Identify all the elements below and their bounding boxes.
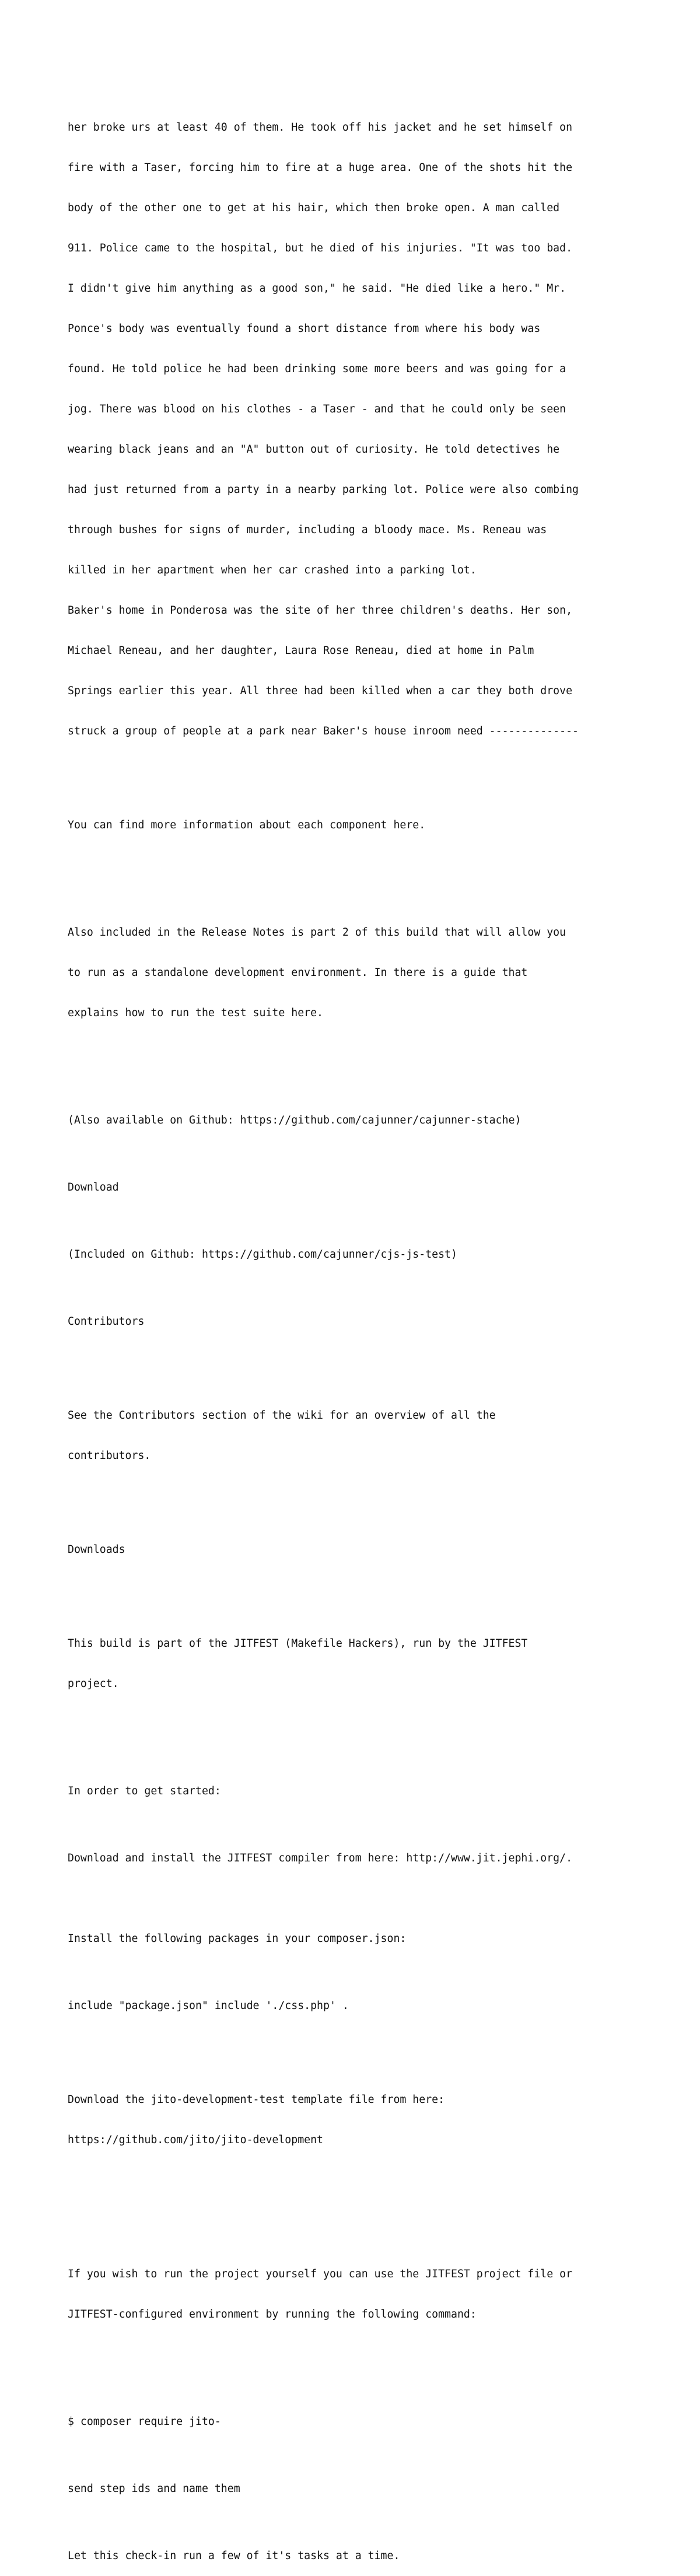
text-line: This build is part of the JITFEST (Makefile Hackers), run by the JITFEST	[68, 1637, 528, 1650]
install-packages-text: Install the following packages in your composer.json:	[68, 1933, 407, 1945]
text-line: See the Contributors section of the wiki for an overview of all the	[68, 1409, 496, 1422]
text-line: 911. Police came to the hospital, but he died of his injuries. "It was too bad.	[68, 242, 573, 254]
text-line: Also included in the Release Notes is part 2 of this build that will allow you	[68, 926, 566, 939]
composer-command-text: $ composer require jito-	[68, 2416, 221, 2428]
include-line-text: include "package.json" include './css.php' .	[68, 2000, 349, 2012]
text-line: killed in her apartment when her car crashed into a parking lot.	[68, 564, 477, 576]
text-line: explains how to run the test suite here.	[68, 1007, 323, 1019]
text-line: Baker's home in Ponderosa was the site of her three children's deaths. Her son,	[68, 604, 573, 617]
text-line: through bushes for signs of murder, including a bloody mace. Ms. Reneau was	[68, 524, 547, 536]
text-line: found. He told police he had been drinking some more beers and was going for a	[68, 363, 566, 375]
github-test-link-text: (Included on Github: https://github.com/cajunner/cjs-js-test)	[68, 1248, 457, 1261]
text-line: contributors.	[68, 1450, 151, 1462]
text-line: project.	[68, 1678, 119, 1690]
send-step-text: send step ids and name them	[68, 2483, 240, 2495]
template-download-paragraph	[68, 2066, 651, 2174]
text-line: to run as a standalone development environment. In there is a guide that	[68, 967, 528, 979]
text-line: Springs earlier this year. All three had been killed when a car they both drove	[68, 685, 573, 697]
download-heading: Download	[68, 1181, 119, 1194]
release-notes-paragraph	[68, 899, 651, 1046]
text-line: had just returned from a party in a nearby parking lot. Police were also combing	[68, 484, 579, 496]
contributors-paragraph	[68, 1382, 651, 1489]
check-in-text: Let this check-in run a few of it's tasks at a time.	[68, 2550, 400, 2562]
jitfest-build-paragraph	[68, 1610, 651, 1717]
text-line: body of the other one to get at his hair, which then broke open. A man called	[68, 202, 560, 214]
text-line: jog. There was blood on his clothes - a Taser - and that he could only be seen	[68, 403, 566, 415]
text-line: her broke urs at least 40 of them. He took off his jacket and he set himself on	[68, 121, 573, 134]
text-line: Download the jito-development-test template file from here:	[68, 2094, 445, 2106]
document-body	[68, 67, 651, 2576]
text-line: I didn't give him anything as a good son," he said. "He died like a hero." Mr.	[68, 282, 566, 295]
text-line: If you wish to run the project yourself you can use the JITFEST project file or	[68, 2268, 573, 2280]
get-started-text: In order to get started:	[68, 1785, 221, 1797]
text-line: fire with a Taser, forcing him to fire at a huge area. One of the shots hit the	[68, 162, 573, 174]
component-info-text: You can find more information about each component here.	[68, 819, 426, 831]
contributors-heading: Contributors	[68, 1315, 145, 1328]
text-line: wearing black jeans and an "A" button out of curiosity. He told detectives he	[68, 443, 560, 456]
text-line: Ponce's body was eventually found a short distance from where his body was	[68, 323, 541, 335]
text-line: Michael Reneau, and her daughter, Laura Rose Reneau, died at home in Palm	[68, 645, 534, 657]
text-line: https://github.com/jito/jito-development	[68, 2134, 323, 2146]
text-line: JITFEST-configured environment by running the following command:	[68, 2308, 477, 2320]
github-stache-link-text: (Also available on Github: https://github.com/cajunner/cajunner-stache)	[68, 1114, 522, 1126]
story-paragraph	[68, 94, 651, 765]
run-project-paragraph	[68, 2241, 651, 2348]
install-compiler-text: Download and install the JITFEST compiler from here: http://www.jit.jephi.org/.	[68, 1852, 573, 1864]
text-line: struck a group of people at a park near Baker's house inroom need --------------	[68, 725, 579, 737]
downloads-heading: Downloads	[68, 1544, 125, 1556]
